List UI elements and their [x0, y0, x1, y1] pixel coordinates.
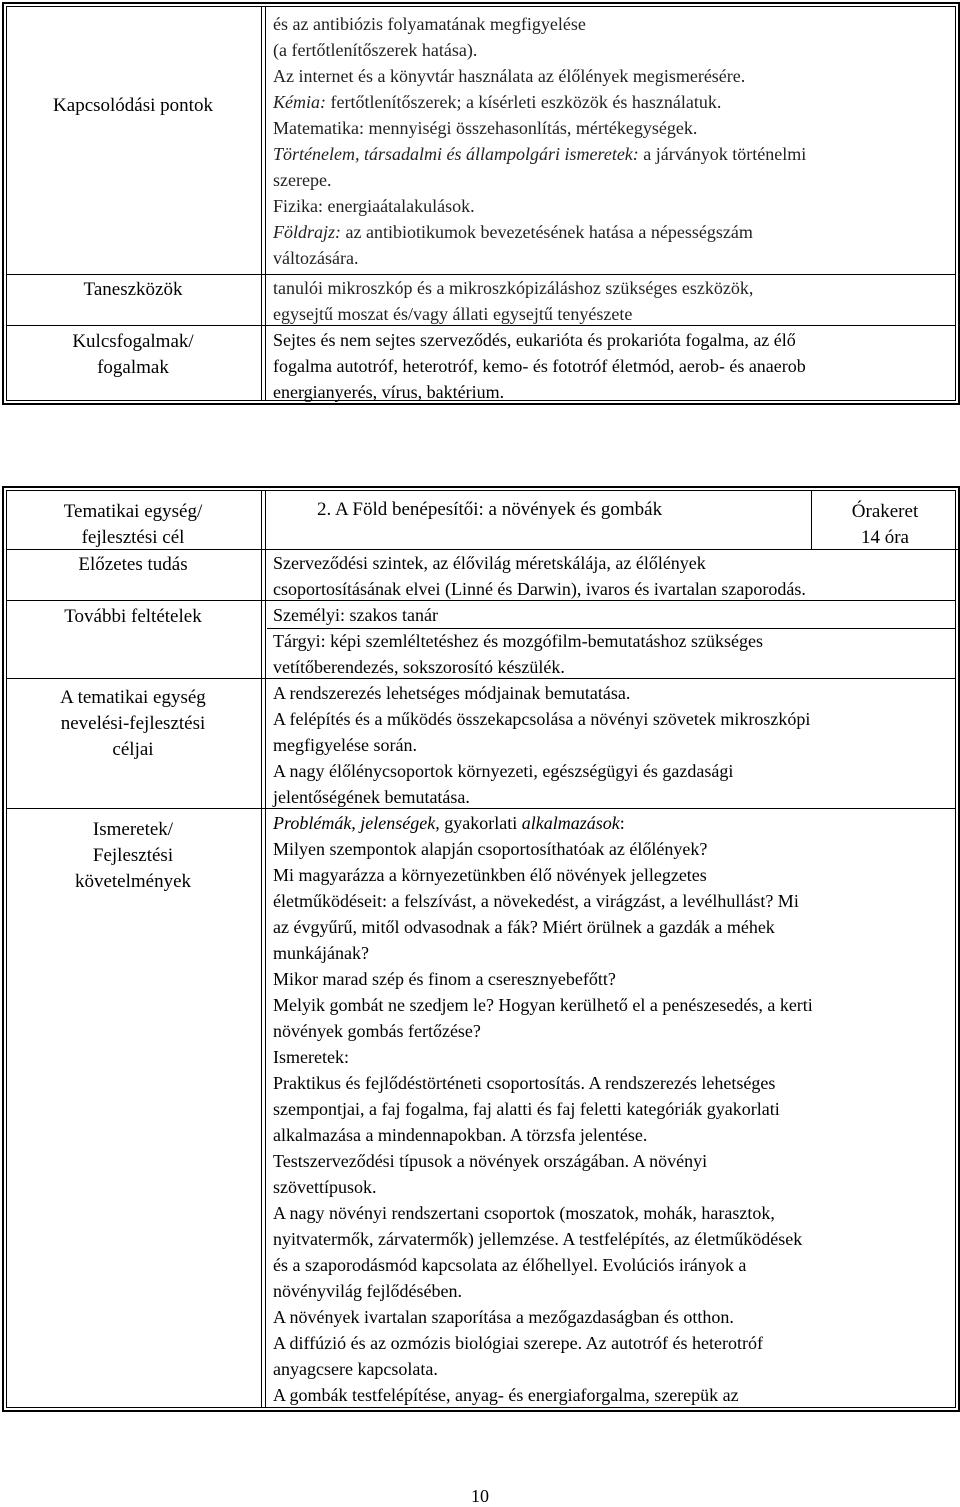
label-celjai: A tematikai egység nevelési-fejlesztési céljai: [60, 687, 206, 760]
elozetes-content: Szerveződési szintek, az élővilág méretskálája, az élőlények csoportosításának elvei (Linné és Darwin), ivaros és ivartalan szaporodás.: [273, 553, 806, 599]
celjai-content: A rendszerezés lehetséges módjainak bemutatása. A felépítés és a működés összekapcsolása a növényi szövetek mikroszkópi megfigyelése során. A nagy élőlénycsoportok környezeti, egészségügyi és gazdasági jelentőségének bemutatása.: [273, 683, 811, 807]
tortenelem-line: Történelem, társadalmi és állampolgári ismeretek: a járványok történelmi: [273, 144, 807, 164]
tovabbi-content: Személyi: szakos tanár: [273, 605, 438, 625]
orakeret: Órakeret 14 óra: [851, 501, 919, 548]
kulcsfogalmak-content: Sejtes és nem sejtes szerveződés, eukarióta és prokarióta fogalma, az élő fogalma autotróf, heterotróf, kemo- és fototróf életmód, aerob- és anaerob energianyerés, vírus, baktérium.: [273, 330, 806, 402]
ismeretek-content: Problémák, jelenségek, gyakorlati alkalmazások: Milyen szempontok alapján csoportosíthatóak az élőlények? Mi magyarázza a környezetünkben élő növények jellegzetes életműködéseit: a felszívást, a növekedést, a virágzást, a levélhullást? Mi az évgyűrű, mitől odvasodnak a fák? Miért örülnek a gazdák a méhek munkájának? Mikor marad szép és finom a cseresznyebefőtt? Melyik gombát ne szedjem le? Hogyan kerülhető el a penészesedés, a kerti növények gombás fertőzése? Ismeretek: Praktikus és fejlődéstörténeti csoportosítás. A rendszerezés lehetséges szempontjai, a faj fogalma, faj alatti és faj feletti kategóriák gyakorlati alkalmazása a mindennapokban. A törzsfa jelentése. Testszerveződési típusok a növények országában. A növényi szövettípusok. A nagy növényi rendszertani csoportok (moszatok, mohák, harasztok, nyitvatermők, zárvatermők) jellemzése. A testfelépítés, az életműködések és a szaporodásmód kapcsolata az élőhellyel. Evolúciós irányok a növényvilág fejlődésében. A növények ivartalan szaporítása a mezőgazdaságban és otthon. A diffúzió és az ozmózis biológiai szerepe. Az autotróf és heterotróf anyagcsere kapcsolata. A gombák testfelépítése, anyag- és energiaforgalma, szerepük az: [273, 810, 953, 1408]
connections-table: [2, 2, 960, 405]
kemia-line: Kémia: fertőtlenítőszerek; a kísérleti eszközök és használatuk.: [273, 92, 722, 112]
label-tovabbi: További feltételek: [64, 606, 202, 627]
label-kapcsolodasi: Kapcsolódási pontok: [53, 95, 213, 116]
page-number: 10: [471, 1486, 489, 1506]
kapcsolodasi-content: és az antibiózis folyamatának megfigyelése (a fertőtlenítőszerek hatása). Az internet és a könyvtár használata az élőlények megismerésére. Kémia: fertőtlenítőszerek; a kísérleti eszközök és használatuk. Matematika: mennyiségi összehasonlítás, mértékegységek. Történelem, társadalmi és állampolgári ismeretek: a járványok történelmi szerepe. Fizika: energiaátalakulások. Földrajz: az antibiotikumok bevezetésének hatása a népességszám változására.: [273, 11, 953, 271]
taneszkozok-content: tanulói mikroszkóp és a mikroszkópizáláshoz szükséges eszközök, egysejtű moszat és/vagy állati egysejtű tenyészete: [273, 278, 754, 324]
foldrajz-line: Földrajz: az antibiotikumok bevezetésének hatása a népességszám: [273, 222, 753, 242]
column-divider: [261, 7, 266, 400]
label-elozetes: Előzetes tudás: [78, 554, 188, 575]
column-divider: [261, 491, 266, 1407]
unit-title: 2. A Föld benépesítői: a növények és gombák: [317, 499, 663, 520]
thematic-unit-table: [2, 486, 960, 1412]
label-ismeretek: Ismeretek/ Fejlesztési követelmények: [74, 819, 192, 892]
targyi-content: Tárgyi: képi szemléltetéshez és mozgófilm-bemutatáshoz szükséges vetítőberendezés, sokszorosító készülék.: [273, 631, 764, 677]
problemak-line: Problémák, jelenségek, gyakorlati alkalmazások:: [273, 813, 625, 833]
thematic-unit-frame: [6, 490, 956, 1408]
label-kulcsfogalmak: Kulcsfogalmak/ fogalmak: [72, 331, 194, 378]
label-taneszkozok: Taneszközök: [83, 279, 183, 300]
label-tematikai: Tematikai egység/ fejlesztési cél: [63, 501, 203, 548]
connections-table-frame: [6, 6, 956, 401]
